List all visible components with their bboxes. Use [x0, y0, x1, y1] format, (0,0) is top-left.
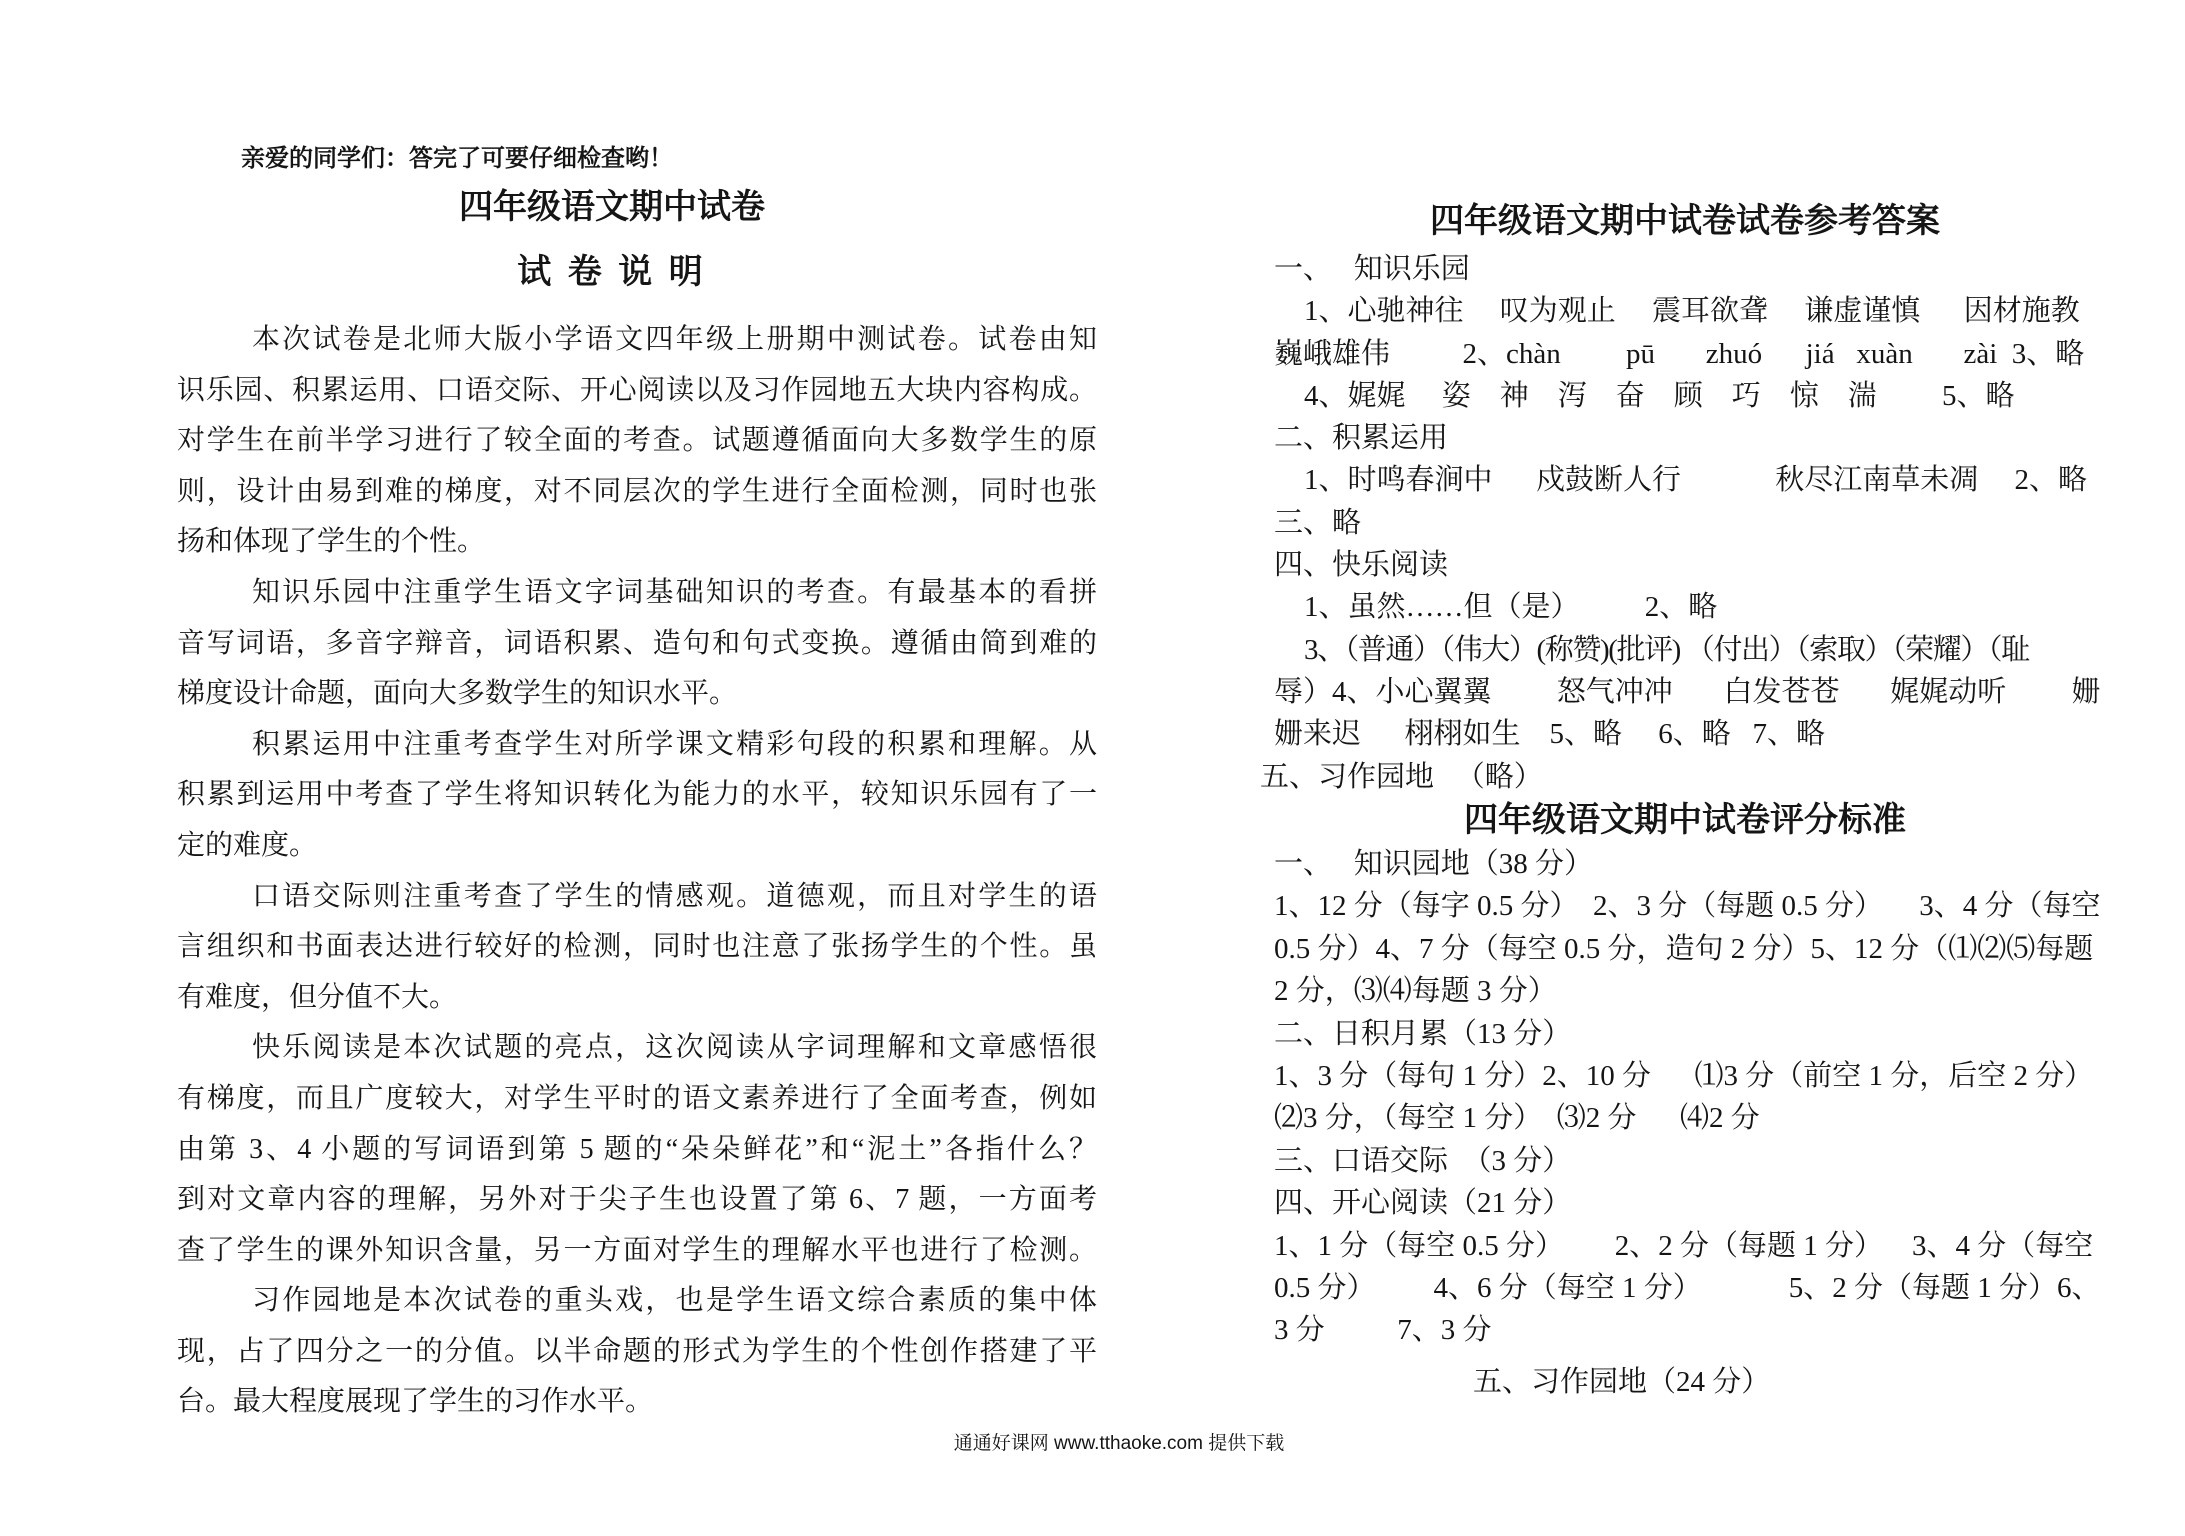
explanation-paragraph: [177, 1276, 1097, 1428]
answer-line: 1、虽然……但（是） 2、略: [1304, 591, 1718, 624]
answer-line: 4、娓娓 姿 神 泻 奋 顾 巧 惊 湍 5、略: [1304, 379, 2015, 412]
grading-section-heading: 四、开心阅读（21 分）: [1274, 1187, 1572, 1220]
answer-line: 辱）4、小心翼翼 怒气冲冲 白发苍苍 娓娓动听 姗: [1274, 675, 2101, 708]
explanation-line: 梯度设计命题，面向大多数学生的知识水平。: [177, 678, 738, 710]
explanation-line: 言组织和书面表达进行较好的检测，同时也注意了张扬学生的个性。虽: [177, 931, 1097, 963]
explanation-paragraph: [177, 315, 1097, 568]
explanation-line: 积累到运用中考查了学生将知识转化为能力的水平，较知识乐园有了一: [177, 779, 1097, 811]
answer-key-title: 四年级语文期中试卷试卷参考答案: [1430, 203, 1940, 240]
answer-line: 1、心驰神往 叹为观止 震耳欲聋 谦虚谨慎 因材施教: [1304, 295, 2080, 328]
explanation-line: 由第 3、4 小题的写词语到第 5 题的“朵朵鲜花”和“泥土”各指什么？: [177, 1133, 1097, 1165]
answer-line: 3、（普通）（伟大）(称赞)(批评) （付出）（索取）（荣耀）（耻: [1304, 633, 2029, 666]
explanation-body: [177, 315, 1097, 1428]
grading-line: 1、3 分（每句 1 分）2、10 分 ⑴3 分（前空 1 分，后空 2 分）: [1274, 1059, 2094, 1092]
answer-section-heading: 四、快乐阅读: [1274, 549, 1449, 582]
download-source-footer: 通通好课网 www.tthaoke.com 提供下载: [953, 1433, 1285, 1454]
answer-key-body: [1260, 248, 2154, 798]
explanation-line: 音写词语，多音字辩音，词语积累、造句和句式变换。遵循由简到难的: [177, 627, 1097, 659]
explanation-line: 快乐阅读是本次试题的亮点，这次阅读从字词理解和文章感悟很: [252, 1032, 1097, 1064]
explanation-line: 则，设计由易到难的梯度，对不同层次的学生进行全面检测，同时也张: [177, 475, 1097, 507]
explanation-line: 口语交际则注重考查了学生的情感观。道德观，而且对学生的语: [252, 880, 1097, 912]
grading-section-heading: 五、习作园地（24 分）: [1473, 1365, 1771, 1398]
answer-section-heading: 一、 知识乐园: [1274, 253, 1470, 285]
explanation-line: 到对文章内容的理解，另外对于尖子生也设置了第 6、7 题，一方面考: [177, 1184, 1097, 1216]
explanation-line: 有梯度，而且广度较大，对学生平时的语文素养进行了全面考查，例如: [177, 1082, 1097, 1114]
reminder-note: 亲爱的同学们：答完了可要仔细检查哟！: [241, 145, 673, 172]
explanation-line: 查了学生的课外知识含量，另一方面对学生的理解水平也进行了检测。: [177, 1234, 1097, 1266]
explanation-line: 有难度，但分值不大。: [177, 981, 458, 1013]
explanation-line: 对学生在前半学习进行了较全面的考查。试题遵循面向大多数学生的原: [177, 425, 1097, 457]
grading-line: 3 分 7、3 分: [1274, 1314, 1492, 1347]
explanation-line: 台。最大程度展现了学生的习作水平。: [177, 1386, 654, 1418]
grading-section-heading: 二、日积月累（13 分）: [1274, 1017, 1572, 1050]
explanation-paragraph: [177, 568, 1097, 720]
answer-section-heading: 二、积累运用: [1274, 422, 1449, 455]
grading-title: 四年级语文期中试卷评分标准: [1464, 802, 1906, 839]
explanation-paragraph: [177, 720, 1097, 872]
answer-line: 1、时鸣春涧中 戍鼓断人行 秋尽江南草未凋 2、略: [1304, 464, 2088, 497]
explanation-paragraph: [177, 872, 1097, 1024]
answer-line: 姗来迟 栩栩如生 5、略 6、略 7、略: [1274, 718, 1826, 751]
answer-section-heading: 五、习作园地 （略）: [1260, 760, 1543, 793]
explanation-line: 积累运用中注重考查学生对所学课文精彩句段的积累和理解。从: [252, 728, 1097, 760]
answer-line: 巍峨雄伟 2、chàn pū zhuó jiá xuàn zài 3、略: [1274, 337, 2085, 370]
grading-line: 0.5 分）4、7 分（每空 0.5 分，造句 2 分）5、12 分（⑴⑵⑸每题: [1274, 932, 2094, 965]
grading-line: 1、12 分（每字 0.5 分） 2、3 分（每题 0.5 分） 3、4 分（每空: [1274, 890, 2101, 923]
explanation-title: 试 卷 说 明: [517, 254, 707, 291]
grading-line: ⑵3 分，（每空 1 分） ⑶2 分 ⑷2 分: [1274, 1102, 1760, 1135]
explanation-line: 识乐园、积累运用、口语交际、开心阅读以及习作园地五大块内容构成。: [177, 374, 1097, 406]
grading-line: 1、1 分（每空 0.5 分） 2、2 分（每题 1 分） 3、4 分（每空: [1274, 1229, 2094, 1262]
grading-body: [1274, 843, 2154, 1403]
explanation-line: 现，占了四分之一的分值。以半命题的形式为学生的个性创作搭建了平: [177, 1335, 1097, 1367]
explanation-line: 本次试卷是北师大版小学语文四年级上册期中测试卷。试卷由知: [252, 324, 1097, 355]
exam-title: 四年级语文期中试卷: [459, 189, 765, 226]
grading-section-heading: 一、 知识园地（38 分）: [1274, 848, 1594, 880]
explanation-line: 定的难度。: [177, 829, 318, 861]
grading-line: 0.5 分） 4、6 分（每空 1 分） 5、2 分（每题 1 分）6、: [1274, 1271, 2101, 1304]
explanation-line: 知识乐园中注重学生语文字词基础知识的考查。有最基本的看拼: [252, 576, 1097, 608]
explanation-paragraph: [177, 1023, 1097, 1276]
explanation-line: 习作园地是本次试卷的重头戏，也是学生语文综合素质的集中体: [252, 1285, 1097, 1317]
explanation-line: 扬和体现了学生的个性。: [177, 526, 486, 558]
answer-section-heading: 三、略: [1274, 506, 1362, 539]
grading-section-heading: 三、口语交际 （3 分）: [1274, 1144, 1572, 1177]
grading-line: 2 分，⑶⑷每题 3 分）: [1274, 975, 1557, 1008]
